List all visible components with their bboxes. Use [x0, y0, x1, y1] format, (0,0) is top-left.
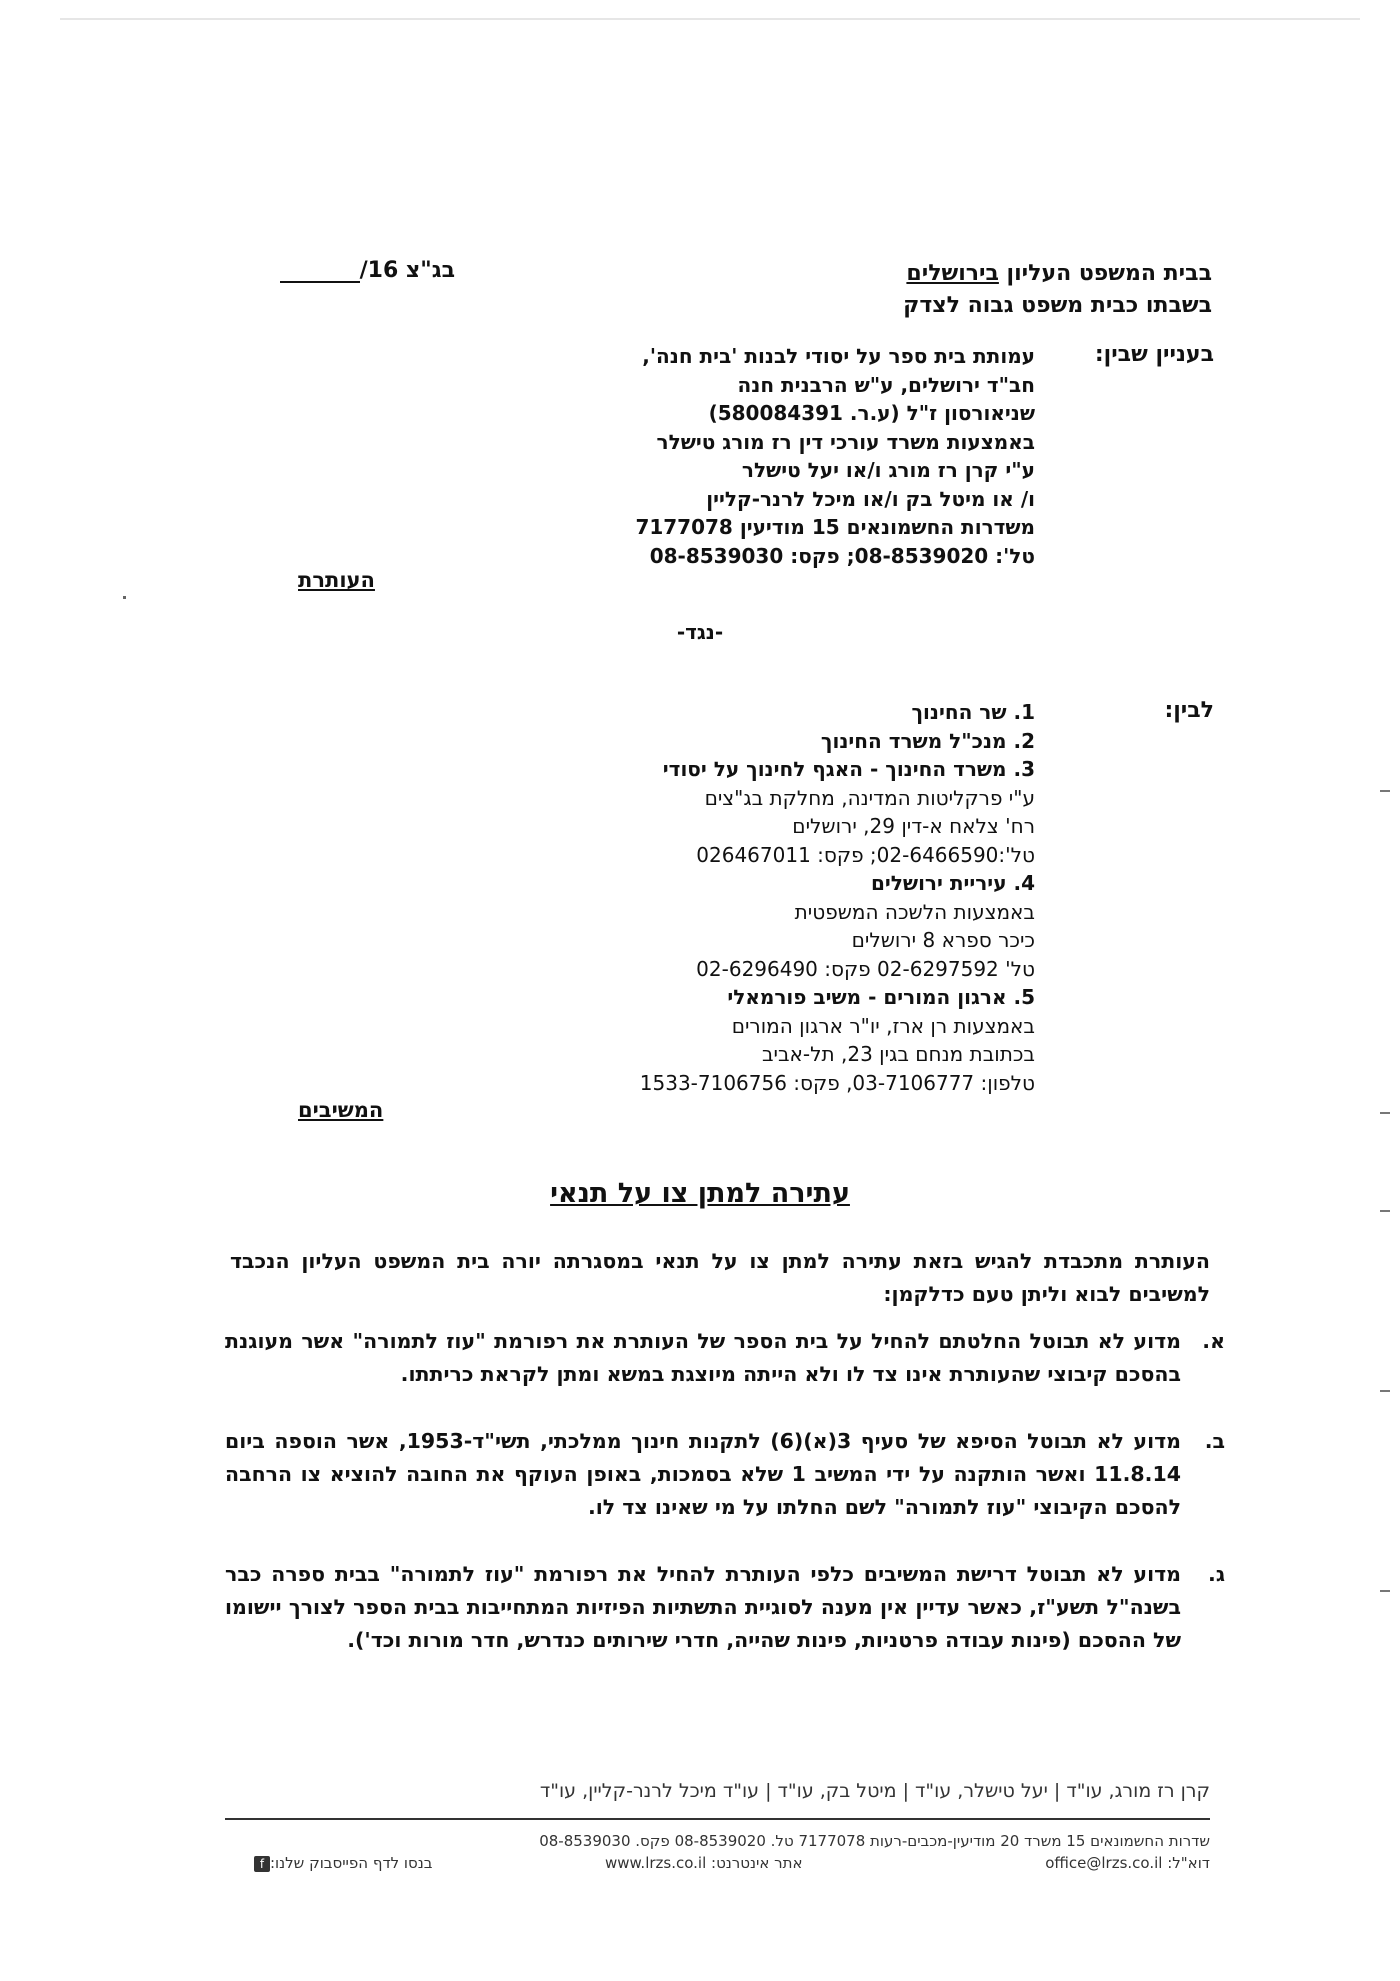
court-header [512, 258, 1212, 322]
respondent-line: 3. משרד החינוך - האגף לחינוך על יסודי [662, 757, 1035, 781]
court-capacity: בשבתו כבית משפט גבוה לצדק [903, 293, 1212, 318]
respondent-line: כיכר ספרא 8 ירושלים [851, 928, 1035, 952]
respondent-line: באמצעות רן ארז, יו"ר ארגון המורים [731, 1013, 1035, 1038]
clause-text: מדוע לא תבוטל הסיפא של סעיף 3(א)(6) לתקנות חינוך ממלכתי, תשי"ד-1953, אשר הוספה ביום 11.8.14 ואשר הותקנה על ידי המשיב 1 שלא בסמכות, באופן העוקף את החובה להוציא צו הרחבה להסכם הקיבוצי "עוז לתמורה" לשם החלתו על מי שאינו צד לו. [225, 1429, 1181, 1519]
scan-artifact-line [60, 18, 1360, 20]
footer-lawyer-names: קרן רז מורג, עו"ד | יעל טישלר, עו"ד | מיטל בק, עו"ד | עו"ד מיכל לרנר-קליין, עו"ד [539, 1780, 1210, 1802]
facebook-icon: f [254, 1856, 270, 1872]
petition-title: עתירה למתן צו על תנאי [550, 1178, 850, 1209]
petitioner-label: בעניין שבין: [1094, 342, 1214, 367]
respondent-line: טל':02-6466590; פקס: 026467011 [696, 842, 1035, 867]
clause-c [225, 1558, 1225, 1657]
respondents-details [415, 698, 1035, 1097]
petitioner-line: חב"ד ירושלים, ע"ש הרבנית חנה [737, 372, 1035, 397]
scan-edge-mark [1380, 1112, 1390, 1114]
court-name: בבית המשפט העליון בירושלים [906, 261, 1212, 286]
respondent-line: בכתובת מנחם בגין 23, תל-אביב [761, 1042, 1035, 1066]
respondent-line: ע"י פרקליטות המדינה, מחלקת בג"צים [704, 785, 1035, 810]
clause-letter: ב. [1204, 1429, 1225, 1453]
respondent-line: טלפון: 03-7106777, פקס: 1533-7106756 [639, 1070, 1035, 1095]
petitioner-line: עמותת בית ספר על יסודי לבנות 'בית חנה', [642, 344, 1035, 368]
case-number: בג"צ 16/ [275, 258, 455, 283]
scan-edge-mark [1380, 1210, 1390, 1212]
footer-address: שדרות החשמונאים 15 משרד 20 מודיעין-מכבים-רעות 7177078 טל. 08-8539020 פקס. 08-8539030 [539, 1832, 1210, 1850]
respondent-line: 1. שר החינוך [911, 700, 1035, 724]
petitioner-role: העותרת [298, 568, 375, 592]
clause-text: מדוע לא תבוטל החלטתם להחיל על בית הספר של העותרת את רפורמת "עוז לתמורה" אשר מעוגנת בהסכם קיבוצי שהעותרת אינו צד לו ולא הייתה מיוצגת במשא ומתן לקראת כריתתו. [225, 1329, 1181, 1386]
scan-speck [123, 596, 126, 599]
clause-letter: ג. [1208, 1562, 1225, 1586]
clause-text: מדוע לא תבוטל דרישת המשיבים כלפי העותרת להחיל את רפורמת "עוז לתמורה" בבית ספרה כבר בשנה"ל תשע"ז, כאשר עדיין אין מענה לסוגיית התשתיות הפיזיות המתחייבות בבית הספר לצורך יישומו של ההסכם (פינות עבודה פרטניות, פינות שהייה, חדרי שירותים כנדרש, חדר מורות וכד'). [225, 1562, 1181, 1652]
petitioner-line: משדרות החשמונאים 15 מודיעין 7177078 [635, 515, 1035, 539]
footer-website[interactable]: אתר אינטרנט: www.lrzs.co.il [605, 1854, 803, 1872]
petition-intro: העותרת מתכבדת להגיש בזאת עתירה למתן צו על תנאי במסגרתה יורה בית המשפט העליון הנכבד למשיבים לבוא וליתן טעם כדלקמן: [230, 1249, 1210, 1306]
clause-letter: א. [1202, 1329, 1225, 1353]
respondent-line: 2. מנכ"ל משרד החינוך [820, 728, 1035, 753]
petitioner-line: באמצעות משרד עורכי דין רז מורג טישלר [656, 429, 1035, 454]
petitioner-line: ו/ או מיטל בק ו/או מיכל לרנר-קליין [706, 486, 1035, 511]
respondent-line: באמצעות הלשכה המשפטית [794, 899, 1035, 924]
clause-b [225, 1425, 1225, 1524]
respondent-line: טל' 02-6297592 פקס: 02-6296490 [696, 956, 1035, 981]
scan-edge-mark [1380, 1390, 1390, 1392]
respondents-role: המשיבים [298, 1098, 384, 1122]
petitioner-line: ע"י קרן רז מורג ו/או יעל טישלר [741, 458, 1035, 482]
footer-email[interactable]: דוא"ל: office@lrzs.co.il [1045, 1854, 1210, 1872]
scan-edge-mark [1380, 790, 1390, 792]
case-number-blank [280, 281, 360, 283]
respondents-label: לבין: [1164, 698, 1214, 723]
respondent-line: 4. עיריית ירושלים [870, 871, 1035, 895]
footer-divider [225, 1818, 1210, 1820]
respondent-line: 5. ארגון המורים - משיב פורמאלי [727, 985, 1035, 1009]
petitioner-line: טל': 08-8539020; פקס: 08-8539030 [649, 543, 1035, 568]
petitioner-details [515, 342, 1035, 570]
clause-a [225, 1325, 1225, 1391]
footer-facebook[interactable]: בנסו לדף הפייסבוק שלנו:f [250, 1854, 432, 1872]
versus-divider: -נגד- [676, 620, 724, 644]
scan-edge-mark [1380, 1590, 1390, 1592]
respondent-line: רח' צלאח א-דין 29, ירושלים [792, 814, 1035, 838]
petitioner-line: שניאורסון ז"ל (ע.ר. 580084391) [708, 401, 1035, 425]
